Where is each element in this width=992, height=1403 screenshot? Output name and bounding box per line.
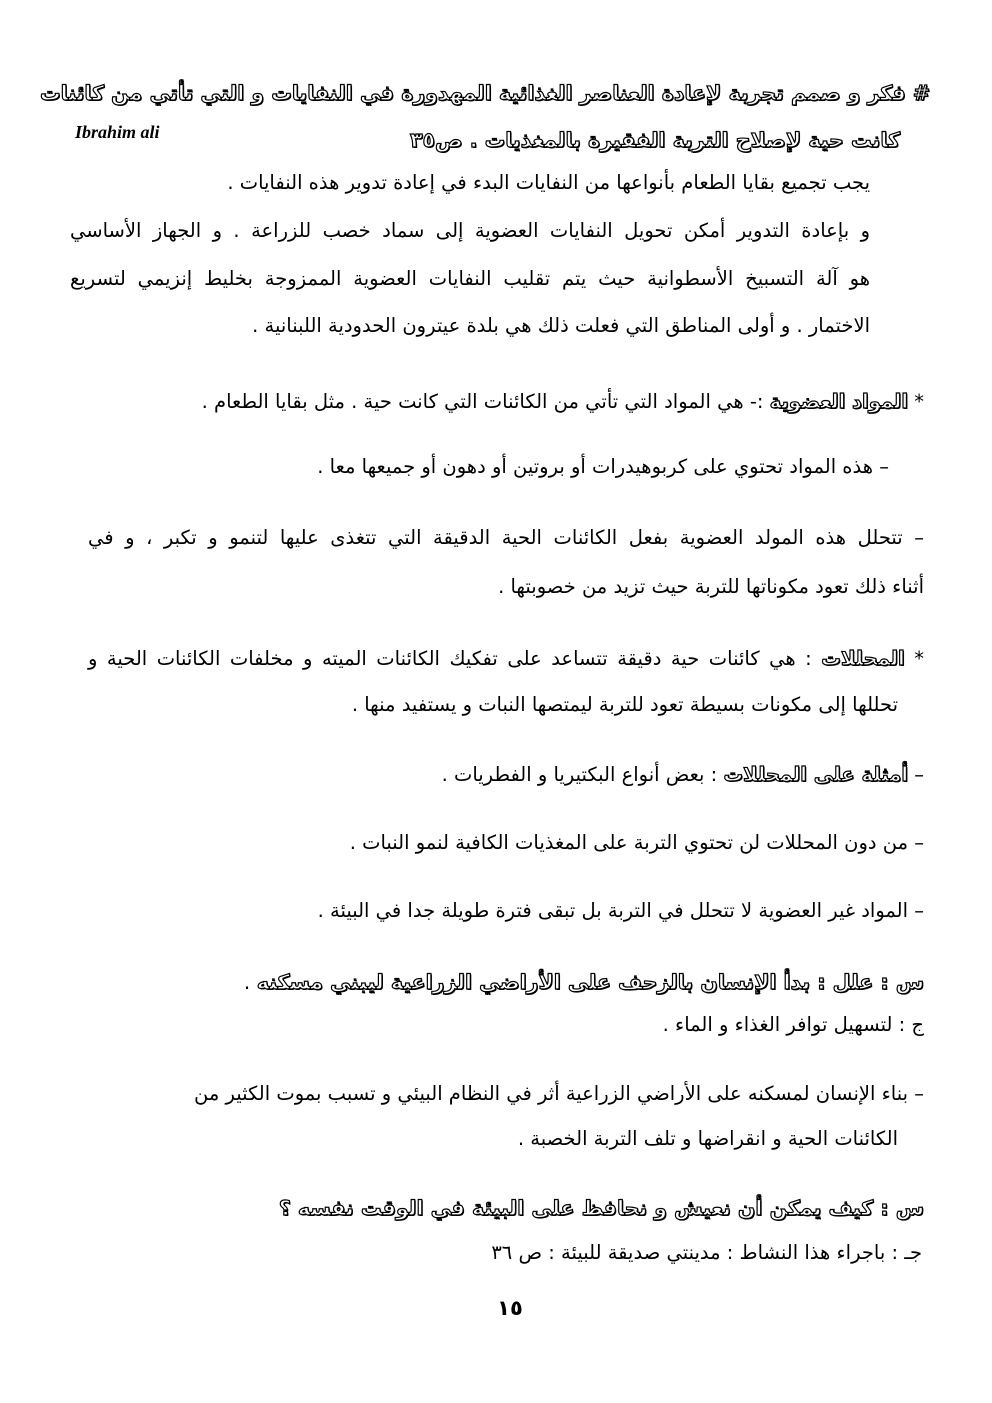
bullet-inorganic: – المواد غير العضوية لا تتحلل في التربة بل تبقى فترة طويلة جدا في البيئة .: [317, 899, 924, 922]
q1-sep: :: [810, 970, 833, 994]
examples-line: [124, 760, 924, 790]
title-line-2: كانت حية لإصلاح التربة الفقيرة بالمغذيات . ص٣٥: [409, 128, 900, 152]
question-2: [104, 1193, 924, 1223]
q2-label: س :: [873, 1196, 924, 1220]
impact-line-2: الكائنات الحية و انقراضها و تلف التربة الخصبة .: [517, 1127, 898, 1150]
q2-text: كيف يمكن أن نعيش و نحافظ على البيئة في الوقت نفسه ؟: [278, 1196, 874, 1220]
decomposers-definition: [88, 644, 924, 674]
organic-prefix: *: [908, 390, 924, 413]
organic-definition-text: :- هي المواد التي تأتي من الكائنات التي كانت حية . مثل بقايا الطعام .: [201, 390, 770, 413]
decomposers-term: المحللات: [821, 647, 905, 670]
page-number: ١٥: [497, 1296, 523, 1320]
q1-term: علل: [832, 970, 874, 994]
intro-line-2: و بإعادة التدوير أمكن تحويل النفايات العضوية إلى سماد خصب للزراعة . و الجهاز الأساسي: [70, 219, 870, 242]
decomposers-prefix: *: [904, 647, 924, 670]
q1-label: س :: [873, 970, 924, 994]
q1-end: .: [243, 970, 257, 994]
bullet-no-decomposers: – من دون المحللات لن تحتوي التربة على المغذيات الكافية لنمو النبات .: [349, 831, 924, 854]
answer-2: جـ : باجراء هذا النشاط : مدينتي صديقة للبيئة : ص ٣٦: [491, 1241, 922, 1264]
decomposers-definition-text: : هي كائنات حية دقيقة تتساعد على تفكيك الكائنات الميته و مخلفات الكائنات الحية و: [88, 647, 822, 670]
examples-text: : بعض أنواع البكتيريا و الفطريات .: [441, 763, 724, 786]
decompose-line-2: أثناء ذلك تعود مكوناتها للتربة حيث تزيد من خصوبتها .: [498, 575, 924, 598]
intro-line-1: يجب تجميع بقايا الطعام بأنواعها من النفايات البدء في إعادة تدوير هذه النفايات .: [227, 171, 870, 194]
decomposers-line-2: تحللها إلى مكونات بسيطة تعود للتربة ليمتصها النبات و يستفيد منها .: [351, 693, 898, 716]
author-name: Ibrahim ali: [75, 122, 160, 142]
title-line-1: # فكر و صمم تجربة لإعادة العناصر الغذائية المهدورة في النفايات و التي تأتي من كائنات: [40, 81, 930, 105]
q1-text: بدأ الإنسان بالزحف على الأراضي الزراعية ليبني مسكنه: [256, 970, 811, 994]
organic-definition: [124, 387, 924, 417]
question-1: [104, 967, 924, 997]
examples-term: أمثلة على المحللات: [723, 763, 909, 786]
answer-1: ج : لتسهيل توافر الغذاء و الماء .: [662, 1013, 924, 1036]
organic-contains: – هذه المواد تحتوي على كربوهيدرات أو بروتين أو دهون أو جميعها معا .: [317, 455, 889, 478]
decompose-line-1: – تتحلل هذه المولد العضوية بفعل الكائنات الحية الدقيقة التي تتغذى عليها لتنمو و تكبر ، و في: [88, 526, 924, 549]
intro-line-4: الاختمار . و أولى المناطق التي فعلت ذلك هي بلدة عيترون الحدودية اللبنانية .: [252, 314, 870, 337]
examples-prefix: –: [908, 763, 924, 786]
intro-line-3: هو آلة التسبيخ الأسطوانية حيث يتم تقليب النفايات العضوية الممزوجة بخليط إنزيمي لتسريع: [70, 267, 870, 290]
organic-term: المواد العضوية: [769, 390, 909, 413]
impact-line-1: – بناء الإنسان لمسكنه على الأراضي الزراعية أثر في النظام البيئي و تسبب بموت الكثير من: [194, 1082, 924, 1105]
